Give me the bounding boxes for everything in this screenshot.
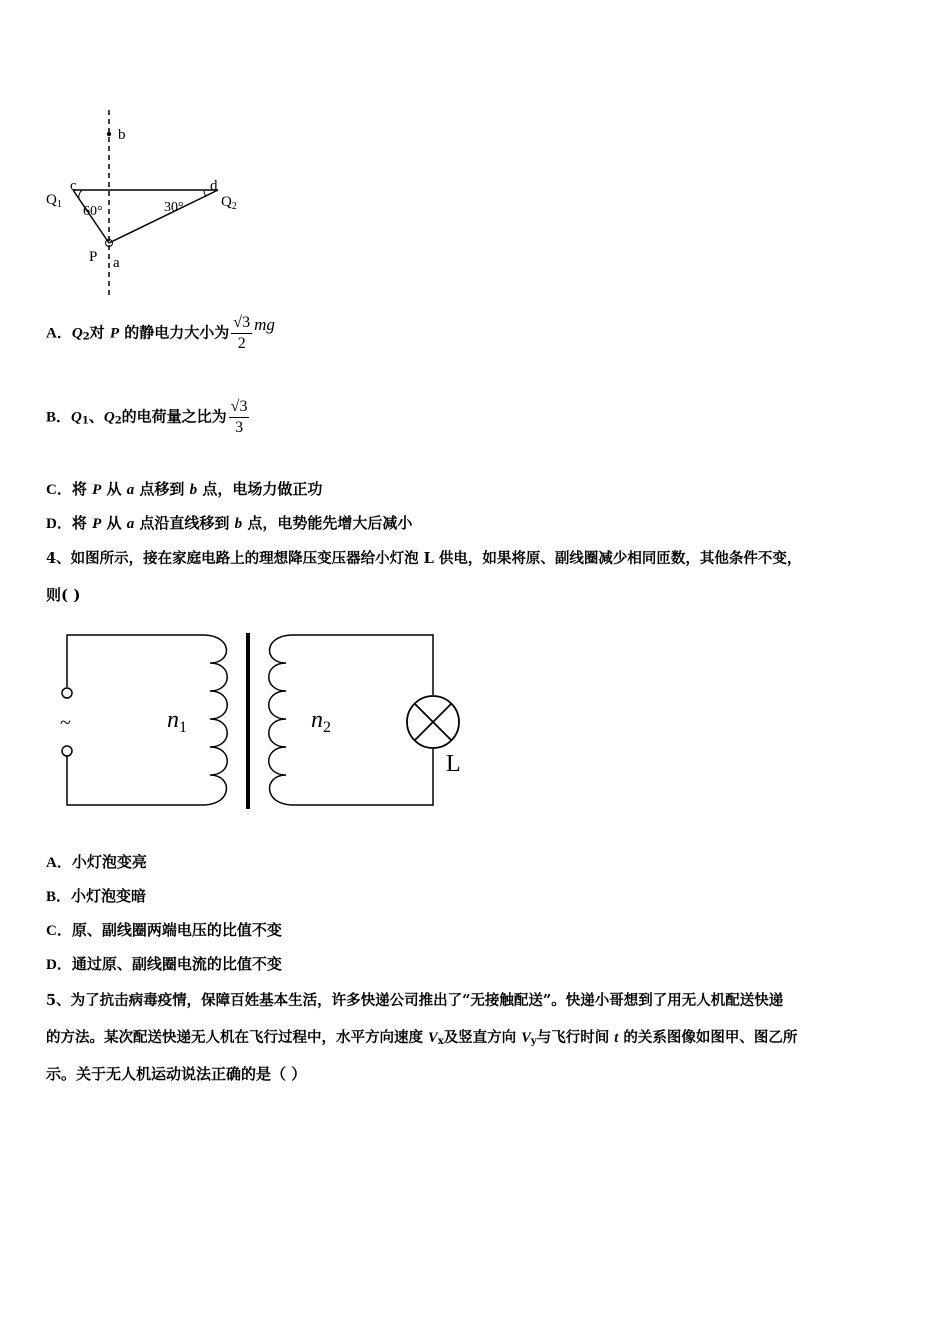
fraction-sqrt3-over-3: $\frac{√3}{3}$ — [230, 398, 248, 436]
line-dP — [109, 190, 218, 243]
label-n1: $n_1$ — [167, 707, 187, 736]
secondary-coil — [269, 635, 293, 805]
q4-stem-line1: 4、如图所示，接在家庭电路上的理想降压变压器给小灯泡 L 供电，如果将原、副线圈减少相同匝数，其他条件不变， — [46, 550, 802, 567]
label-Q2: $Q_2$ — [221, 194, 237, 212]
q4-option-d: D．通过原、副线圈电流的比值不变 — [46, 955, 282, 973]
secondary-wire-top — [293, 635, 433, 695]
point-b — [107, 132, 111, 136]
q4-option-c: C．原、副线圈两端电压的比值不变 — [46, 921, 282, 939]
primary-wire-top — [67, 635, 203, 687]
q3-option-a: A．$Q_2$对 P 的静电力大小为 $\frac{√3}{2}$ mg — [46, 314, 275, 352]
label-d: d — [210, 178, 218, 194]
label-c: c — [70, 178, 77, 194]
transformer-circuit-figure — [55, 625, 475, 815]
q4-stem-line2: 则( ) — [46, 586, 81, 604]
fraction-sqrt3-over-2: $\frac{√3}{2}$ — [233, 314, 251, 352]
terminal-top — [62, 688, 72, 698]
angle-arc-60 — [79, 190, 82, 199]
label-n2: $n_2$ — [311, 707, 331, 736]
q5-stem-line1: 5、为了抗击病毒疫情，保障百姓基本生活，许多快递公司推出了“无接触配送”。快递小哥想到了用无人机配送快递 — [46, 992, 784, 1009]
label-b: b — [118, 127, 126, 143]
ac-source-symbol: ~ — [60, 712, 71, 734]
label-Q1: $Q_1$ — [46, 192, 62, 210]
q5-stem-line2: 的方法。某次配送快递无人机在飞行过程中，水平方向速度 $V_x$及竖直方向 $V_y$与飞行时间 t 的关系图像如图甲、图乙所 — [46, 1029, 798, 1047]
label-a: a — [113, 255, 120, 271]
primary-coil — [203, 635, 227, 805]
label-lamp-L: L — [446, 751, 461, 777]
q5-stem-line3: 示。关于无人机运动说法正确的是（ ） — [46, 1065, 307, 1083]
primary-wire-bottom — [67, 755, 203, 805]
q3-option-d: D．将 P 从 a 点沿直线移到 b 点，电势能先增大后减小 — [46, 514, 413, 532]
charge-triangle-figure — [40, 105, 255, 300]
q3-option-b: B．$Q_1$、$Q_2$的电荷量之比为 $\frac{√3}{3}$ — [46, 398, 248, 436]
label-P: P — [89, 249, 98, 265]
q4-option-b: B．小灯泡变暗 — [46, 887, 147, 905]
label-angle-60: 60° — [83, 204, 103, 219]
terminal-bottom — [62, 746, 72, 756]
secondary-wire-bottom — [293, 749, 433, 805]
q3-option-c: C．将 P 从 a 点移到 b 点，电场力做正功 — [46, 480, 323, 498]
label-angle-30: 30° — [164, 200, 184, 215]
q4-option-a: A．小灯泡变亮 — [46, 853, 147, 871]
